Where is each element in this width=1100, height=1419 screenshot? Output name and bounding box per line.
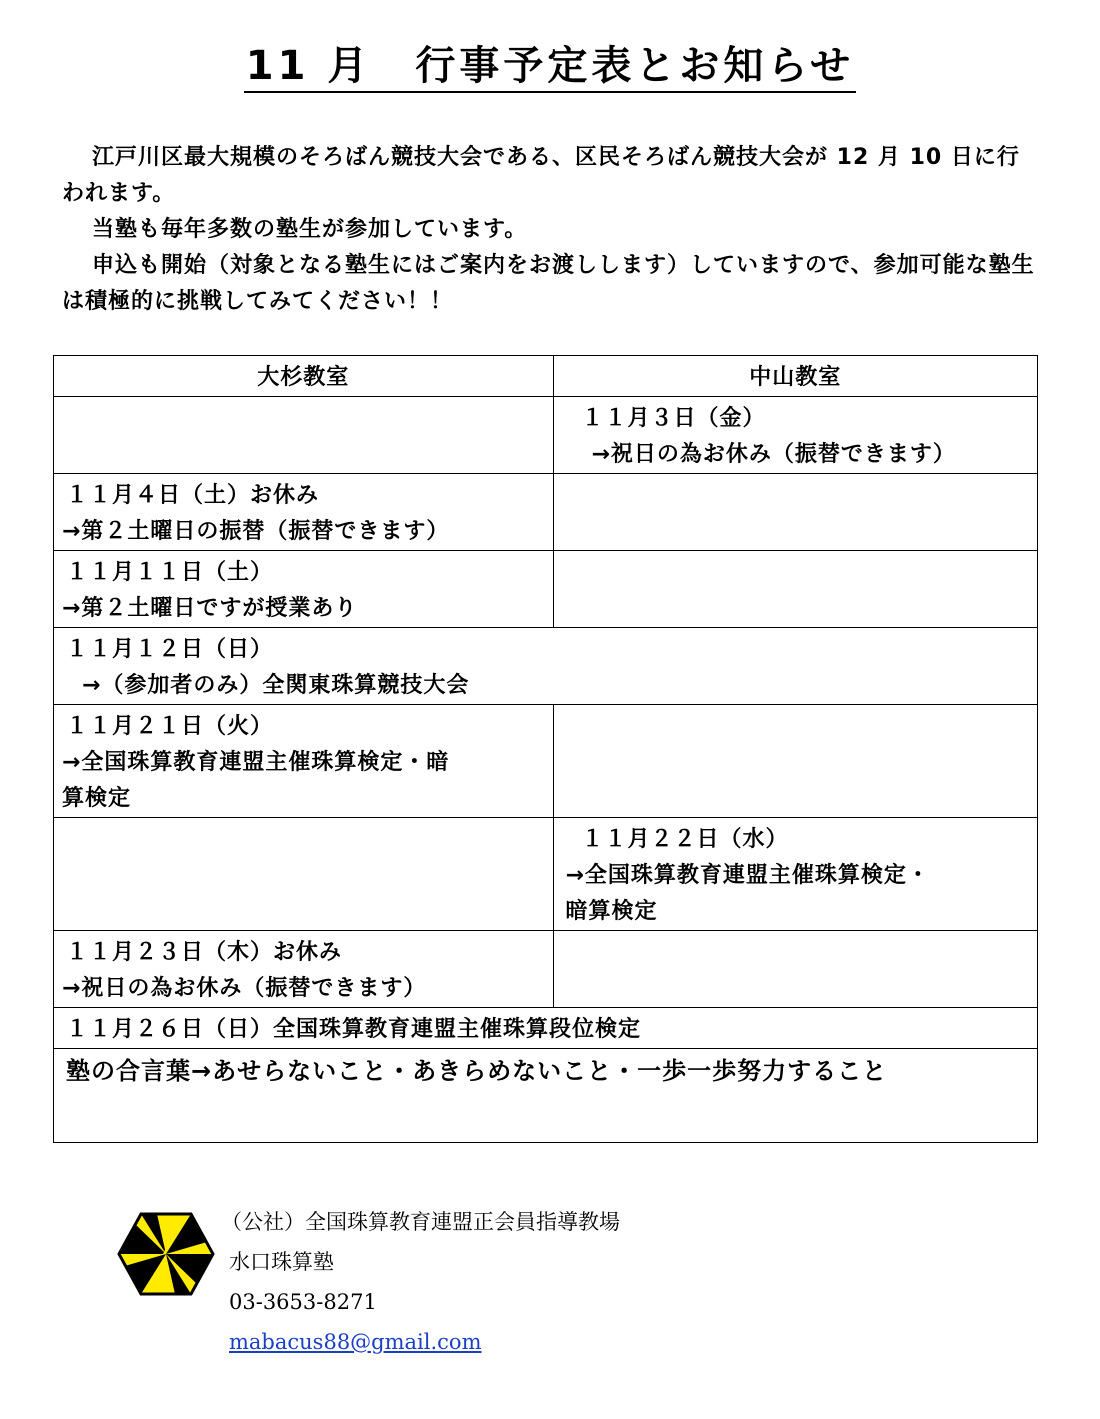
cell-both xyxy=(54,1008,1038,1049)
table-row xyxy=(54,705,1038,818)
school-name: 水口珠算塾 xyxy=(229,1250,334,1274)
event-date: １１月２２日（水） xyxy=(581,827,789,852)
footer xyxy=(117,1202,817,1382)
event-date: １１月３日（金） xyxy=(581,406,766,431)
footer-text xyxy=(221,1202,620,1362)
event-detail: →第２土曜日ですが授業あり xyxy=(62,596,358,621)
event-date: １１月１１日（土） xyxy=(66,560,274,585)
header-ohsugi: 大杉教室 xyxy=(54,356,554,397)
table-row xyxy=(54,931,1038,1008)
event-date: １１月４日（土）お休み xyxy=(66,483,320,508)
table-row xyxy=(54,1008,1038,1049)
org-name: （公社）全国珠算教育連盟正会員指導教場 xyxy=(221,1210,620,1234)
table-row xyxy=(54,818,1038,931)
cell-right xyxy=(553,818,1038,931)
motto-row xyxy=(54,1049,1038,1143)
event-date: １１月２６日（日）全国珠算教育連盟主催珠算段位検定 xyxy=(66,1017,642,1042)
page-title xyxy=(0,40,1100,92)
cell-left xyxy=(54,474,554,551)
email-link[interactable]: mabacus88@gmail.com xyxy=(229,1330,482,1354)
table-row xyxy=(54,628,1038,705)
event-detail-cont: 暗算検定 xyxy=(565,899,658,924)
cell-left xyxy=(54,705,554,818)
cell-right-empty xyxy=(553,705,1038,818)
cell-left xyxy=(54,931,554,1008)
cell-left-empty xyxy=(54,397,554,474)
event-detail: →（参加者のみ）全関東珠算競技大会 xyxy=(82,673,470,698)
intro-text xyxy=(62,140,1037,320)
motto-cell: 塾の合言葉→あせらないこと・あきらめないこと・一歩一歩努力すること xyxy=(54,1049,1038,1143)
event-detail: →祝日の為お休み（振替できます） xyxy=(62,976,427,1001)
event-date: １１月２３日（木）お休み xyxy=(66,940,343,965)
event-date: １１月１２日（日） xyxy=(66,637,274,662)
page-title-text: 11 月 行事予定表とお知らせ xyxy=(244,43,856,93)
cell-right-empty xyxy=(553,474,1038,551)
intro-paragraph-3: 申込も開始（対象となる塾生にはご案内をお渡しします）していますので、参加可能な塾生は積極的に挑戦してみてください！！ xyxy=(62,253,1035,314)
hexagon-abacus-logo-icon xyxy=(117,1212,215,1296)
intro-paragraph-2: 当塾も毎年多数の塾生が参加しています。 xyxy=(92,217,528,242)
table-row xyxy=(54,397,1038,474)
event-date: １１月２１日（火） xyxy=(66,714,274,739)
event-detail: →第２土曜日の振替（振替できます） xyxy=(62,519,450,544)
table-row xyxy=(54,551,1038,628)
schedule-table xyxy=(53,355,1038,1143)
event-detail: →全国珠算教育連盟主催珠算検定・暗 xyxy=(62,750,450,775)
cell-left-empty xyxy=(54,818,554,931)
cell-left xyxy=(54,551,554,628)
event-detail: →全国珠算教育連盟主催珠算検定・ xyxy=(565,863,930,888)
cell-both xyxy=(54,628,1038,705)
cell-right-empty xyxy=(553,931,1038,1008)
table-header-row xyxy=(54,356,1038,397)
event-detail: →祝日の為お休み（振替できます） xyxy=(591,442,956,467)
email-row xyxy=(221,1322,620,1362)
event-detail-cont: 算検定 xyxy=(62,786,132,811)
header-nakayama: 中山教室 xyxy=(553,356,1038,397)
cell-right xyxy=(553,397,1038,474)
intro-paragraph-1: 江戸川区最大規模のそろばん競技大会である、区民そろばん競技大会が 12 月 10 日に行われます。 xyxy=(62,145,1020,206)
cell-right-empty xyxy=(553,551,1038,628)
table-row xyxy=(54,474,1038,551)
phone-number: 03-3653-8271 xyxy=(229,1290,377,1314)
